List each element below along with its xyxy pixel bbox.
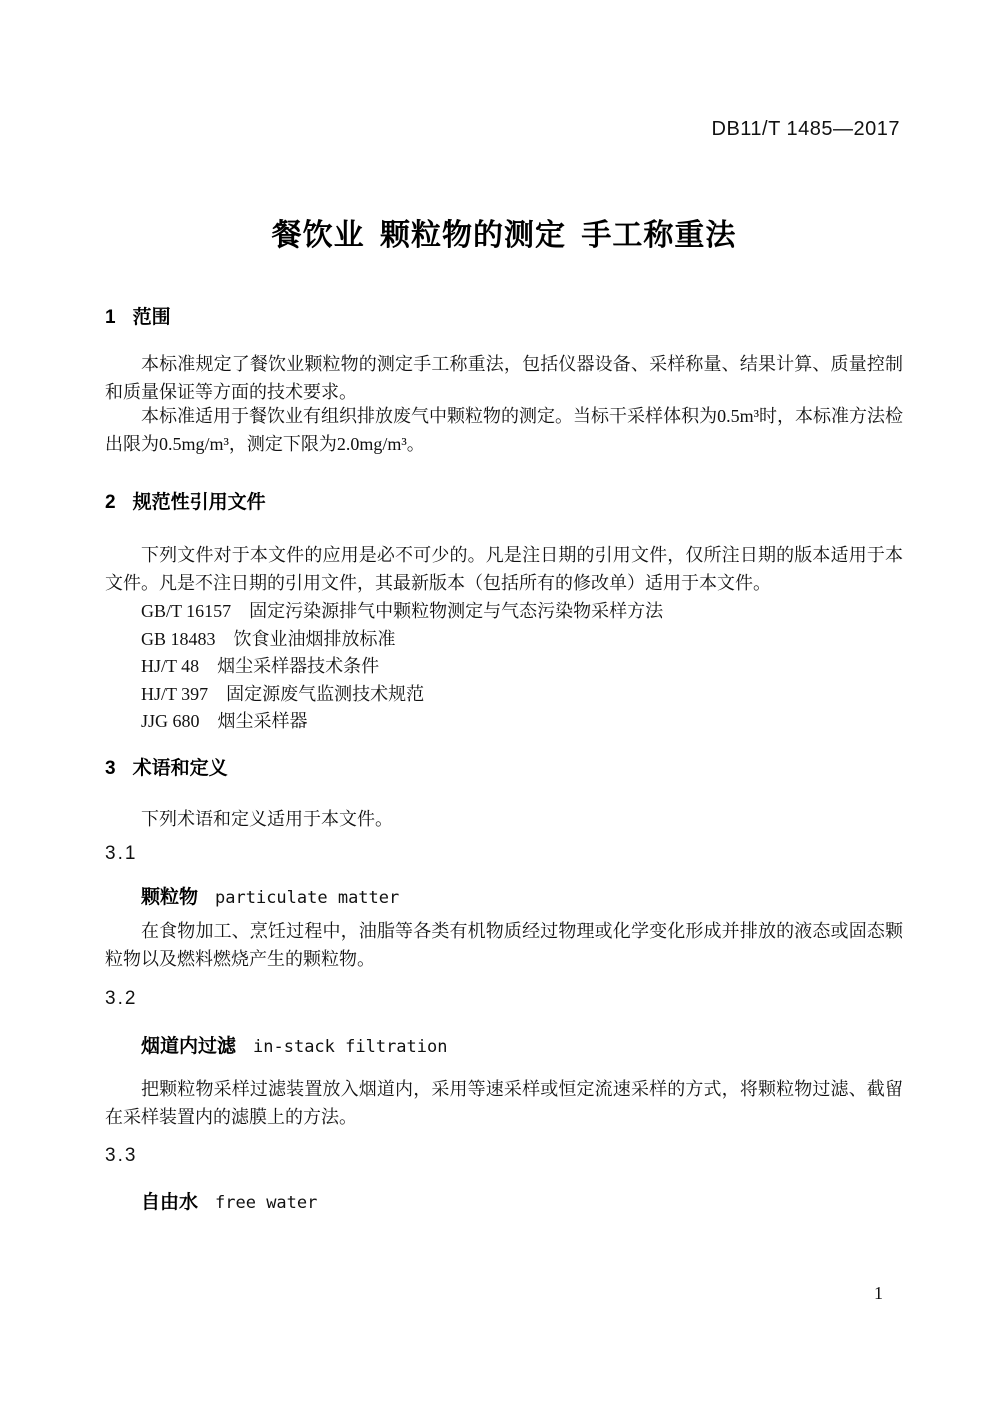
section-2-title: 规范性引用文件 [132,492,266,513]
reference-item: GB 18483 饮食业油烟排放标准 [141,628,396,649]
section-1-paragraph-2: 本标准适用于餐饮业有组织排放废气中颗粒物的测定。当标干采样体积为0.5m³时，本标准方法检出限为0.5mg/m³，测定下限为2.0mg/m³。 [105,406,903,454]
term-definition-3-1: 在食物加工、烹饪过程中，油脂等各类有机物质经过物理或化学变化形成并排放的液态或固态颗粒物以及燃料燃烧产生的颗粒物。 [105,921,903,969]
page-number: 1 [874,1283,883,1303]
normative-reference-list [105,598,903,736]
term-name-en: in-stack filtration [253,1037,448,1057]
term-name-zh: 颗粒物 [141,887,199,908]
reference-item: GB/T 16157 固定污染源排气中颗粒物测定与气态污染物采样方法 [141,601,664,621]
term-name-en: particulate matter [215,888,400,908]
section-2-intro-paragraph: 下列文件对于本文件的应用是必不可少的。凡是注日期的引用文件，仅所注日期的版本适用于本文件。凡是不注日期的引用文件，其最新版本（包括所有的修改单）适用于本文件。 [105,545,903,593]
section-1-paragraph-1: 本标准规定了餐饮业颗粒物的测定手工称重法，包括仪器设备、采样称量、结果计算、质量控制和质量保证等方面的技术要求。 [105,354,903,402]
section-3-heading [105,753,228,780]
term-name-zh: 烟道内过滤 [141,1036,237,1057]
document-code: DB11/T 1485—2017 [711,118,900,140]
page-title: 餐饮业 颗粒物的测定 手工称重法 [271,219,737,252]
clause-number-3-2: 3.2 [105,988,138,1009]
section-3-intro-paragraph: 下列术语和定义适用于本文件。 [141,809,393,829]
term-entry-3-3 [141,1187,317,1214]
section-1-title: 范围 [132,307,171,328]
reference-item: JJG 680 烟尘采样器 [141,711,308,731]
term-entry-3-1 [141,882,399,909]
clause-number-3-1: 3.1 [105,843,138,864]
term-name-en: free water [215,1193,318,1213]
section-2-heading [105,487,266,514]
term-definition-3-2: 把颗粒物采样过滤装置放入烟道内，采用等速采样或恒定流速采样的方式，将颗粒物过滤、截留在采样装置内的滤膜上的方法。 [105,1079,903,1127]
section-3-number: 3 [105,758,116,779]
section-3-title: 术语和定义 [132,758,228,779]
reference-item: HJ/T 48 烟尘采样器技术条件 [141,656,380,676]
clause-number-3-3: 3.3 [105,1145,138,1166]
section-1-number: 1 [105,307,116,328]
term-name-zh: 自由水 [141,1192,199,1213]
reference-item: HJ/T 397 固定源废气监测技术规范 [141,683,425,704]
section-2-number: 2 [105,492,116,513]
term-entry-3-2 [141,1031,447,1058]
section-1-heading [105,302,171,329]
